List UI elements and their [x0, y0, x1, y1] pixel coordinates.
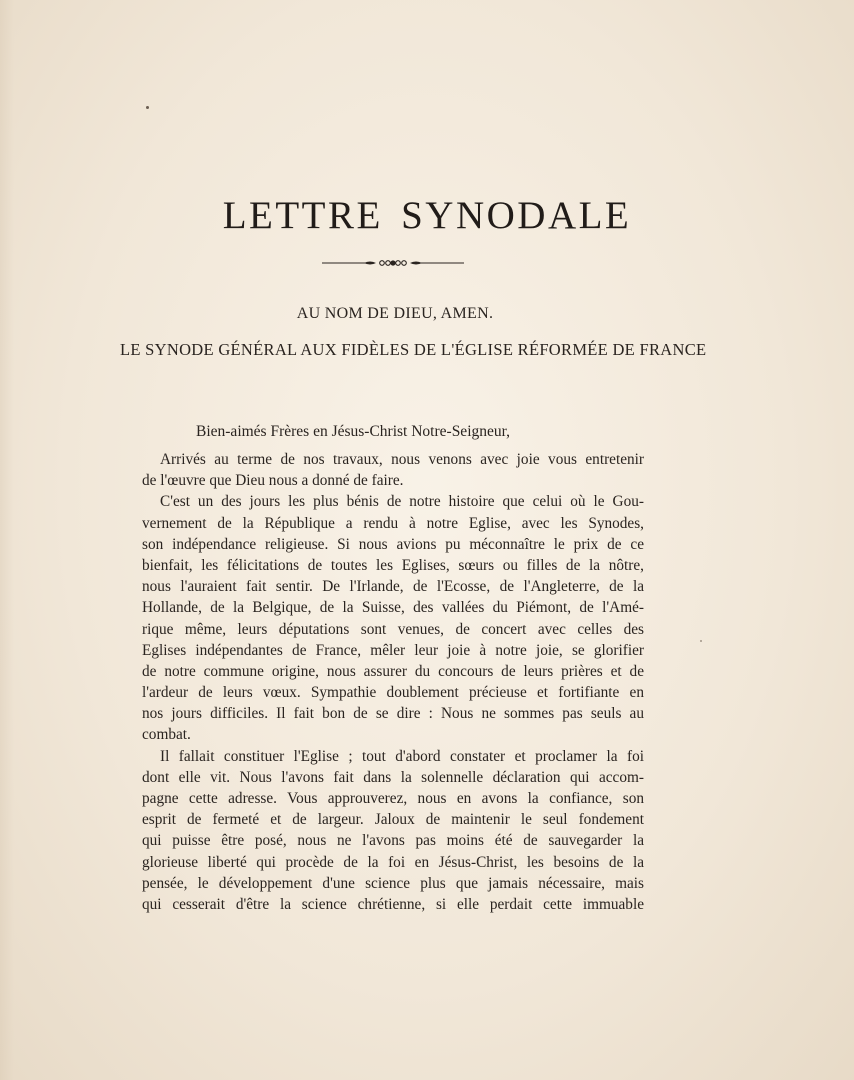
text-line: glorieuse liberté qui procède de la foi en Jésus-Christ, les besoins de la	[142, 853, 644, 871]
document-title: LETTRE SYNODALE	[222, 194, 632, 237]
text-line: C'est un des jours les plus bénis de notre histoire que celui où le Gou-	[160, 493, 644, 511]
text-line: dont elle vit. Nous l'avons fait dans la solennelle déclaration qui accom-	[142, 768, 644, 786]
text-line: son indépendance religieuse. Si nous avions pu méconnaître le prix de ce	[142, 535, 644, 553]
text-line: combat.	[142, 726, 191, 744]
paper-speck	[700, 640, 702, 642]
paper-speck	[146, 106, 149, 109]
ornament-divider-icon	[320, 256, 466, 270]
text-line: bienfait, les félicitations de toutes les Eglises, sœurs ou filles de la nôtre,	[142, 556, 644, 574]
text-line: nous l'auraient fait sentir. De l'Irlande, de l'Ecosse, de l'Angleterre, de la	[142, 578, 644, 596]
text-line: l'ardeur de leurs vœux. Sympathie doublement précieuse et fortifiante en	[142, 684, 644, 702]
text-line: vernement de la République a rendu à notre Eglise, avec les Synodes,	[142, 514, 644, 532]
address-heading: LE SYNODE GÉNÉRAL AUX FIDÈLES DE L'ÉGLISE RÉFORMÉE DE FRANCE	[120, 340, 707, 359]
text-line: qui cesserait d'être la science chrétienne, si elle perdait cette immuable	[142, 895, 644, 913]
text-line: pensée, le développement d'une science plus que jamais nécessaire, mais	[142, 874, 644, 892]
text-line: Eglises indépendantes de France, mêler leur joie à notre joie, se glorifier	[142, 641, 644, 659]
text-line: qui puisse être posé, nous ne l'avons pas moins été de sauvegarder la	[142, 832, 644, 850]
invocation-heading: AU NOM DE DIEU, AMEN.	[296, 305, 494, 322]
letter-body	[142, 449, 644, 915]
text-line: Hollande, de la Belgique, de la Suisse, des vallées du Piémont, de l'Amé-	[142, 599, 644, 617]
salutation: Bien-aimés Frères en Jésus-Christ Notre-Seigneur,	[196, 423, 511, 440]
text-line: de notre commune origine, nous assurer du concours de leurs prières et de	[142, 662, 644, 680]
text-line: de l'œuvre que Dieu nous a donné de faire.	[142, 472, 404, 490]
text-line: Arrivés au terme de nos travaux, nous venons avec joie vous entretenir	[160, 451, 644, 468]
text-line: pagne cette adresse. Vous approuverez, nous en avons la confiance, son	[142, 790, 644, 807]
text-line: nos jours difficiles. Il fait bon de se dire : Nous ne sommes pas seuls au	[142, 705, 644, 723]
text-line: rique même, leurs députations sont venues, de concert avec celles des	[142, 620, 644, 638]
text-line: Il fallait constituer l'Eglise ; tout d'abord constater et proclamer la foi	[160, 747, 644, 765]
text-line: esprit de fermeté et de largeur. Jaloux de maintenir le seul fondement	[142, 811, 644, 829]
